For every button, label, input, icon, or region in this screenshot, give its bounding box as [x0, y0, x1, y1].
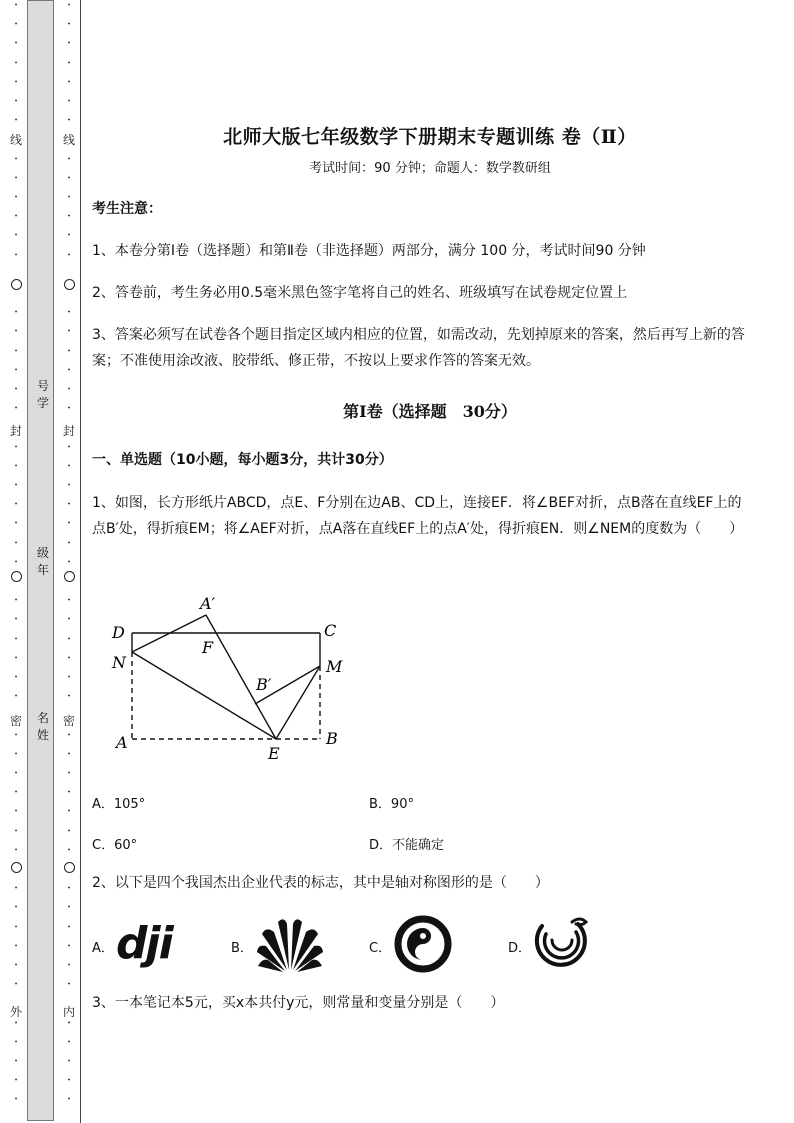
q1-option-c: C．60° [92, 838, 138, 853]
margin-dot: • [14, 693, 18, 701]
q2-option-c-label: C． [369, 941, 392, 956]
margin-dot: • [14, 846, 18, 854]
margin-dot: • [14, 40, 18, 48]
dji-logo-text: dji [116, 918, 172, 968]
question-1-text: 1、如图，长方形纸片ABCD，点E、F分别在边AB、CD上，连接EF．将∠BEF对折，点B落在直线EF上的点B′处，得折痕EM；将∠AEF对折，点A落在直线EF上的点A′处，得折痕EN．则∠NEM的度数为（ ） [92, 495, 744, 537]
margin-dot: • [67, 635, 71, 643]
margin-dot: • [67, 1038, 71, 1046]
margin-dot: • [14, 962, 18, 969]
margin-dot: • [14, 635, 18, 643]
margin-dot: • [67, 654, 71, 662]
margin-dot: • [67, 616, 71, 624]
margin-dot: • [67, 251, 71, 259]
left-margin-char: 封 [9, 424, 22, 438]
margin-dot: • [67, 347, 71, 355]
folding-figure [100, 586, 360, 766]
huawei-logo-icon [256, 916, 324, 972]
notice-item-3: 3、答案必须写在试卷各个题目指定区域内相应的位置，如需改动，先划掉原来的答案，然后再写上新的答案；不准使用涂改液、胶带纸、修正带，不按以上要求作答的答案无效。 [92, 327, 745, 369]
margin-dot: • [67, 885, 71, 893]
q2-option-d-label: D． [508, 941, 532, 956]
margin-dot: • [14, 981, 18, 989]
notice-heading: 考生注意： [92, 201, 162, 217]
part1-title: 第Ⅰ卷（选择题 30分） [343, 402, 517, 421]
margin-dot: • [14, 750, 18, 758]
margin-dot: • [14, 654, 18, 662]
label-B: B [326, 729, 338, 748]
margin-dot: • [14, 443, 18, 451]
margin-dot: • [67, 789, 71, 797]
margin-dot: • [14, 59, 18, 67]
margin-dot: • [67, 213, 71, 221]
margin-dot: • [67, 40, 71, 48]
q2-option-b-label: B． [231, 941, 253, 956]
label-M: M [326, 657, 343, 676]
margin-dot: • [14, 942, 18, 950]
margin-dot: • [14, 1077, 18, 1085]
notice-item-1: 1、本卷分第Ⅰ卷（选择题）和第Ⅱ卷（非选择题）两部分，满分 100 分，考试时间90 分钟 [92, 243, 646, 259]
label-D: D [112, 623, 125, 642]
left-margin-char: 线 [9, 133, 22, 147]
margin-dot: • [14, 885, 18, 893]
margin-dot: • [67, 21, 71, 29]
margin-dot: • [14, 674, 18, 681]
question-3-text: 3、一本笔记本5元，买x本共付y元，则常量和变量分别是（ ） [92, 995, 505, 1011]
margin-dot: • [67, 846, 71, 854]
margin-dot: • [14, 21, 18, 29]
margin-dot: • [67, 597, 71, 605]
margin-dot: • [67, 405, 71, 413]
margin-dot: • [67, 693, 71, 701]
margin-dot: • [14, 789, 18, 797]
margin-dot: • [14, 558, 18, 566]
margin-dot: • [67, 232, 71, 240]
margin-dot: • [14, 78, 18, 86]
margin-dot: • [67, 328, 71, 336]
margin-dot: • [67, 750, 71, 758]
margin-dot: • [67, 386, 71, 393]
margin-dot: • [14, 155, 18, 163]
right-margin-char: 封 [62, 424, 75, 438]
q1-option-d: D．不能确定 [369, 838, 445, 853]
margin-dot: • [14, 405, 18, 413]
swirl-logo-icon [532, 914, 590, 974]
margin-dot: • [14, 827, 18, 835]
margin-dot: • [14, 328, 18, 336]
label-E: E [268, 744, 280, 763]
margin-dot: • [14, 174, 18, 182]
label-N: N [112, 653, 126, 672]
label-F: F [202, 638, 214, 657]
label-A: A [116, 733, 128, 752]
margin-dot: • [14, 366, 18, 374]
margin-dot: • [67, 808, 71, 816]
margin-dot: • [14, 904, 18, 912]
margin-dot: • [14, 1038, 18, 1046]
margin-dot: • [14, 770, 18, 777]
margin-dot: • [14, 309, 18, 317]
margin-dot: • [14, 616, 18, 624]
margin-dot: • [67, 2, 71, 9]
left-margin-char: 外 [9, 1005, 22, 1019]
right-margin-char: 线 [62, 133, 75, 147]
margin-dot: • [14, 482, 18, 489]
dji-logo-icon [114, 918, 204, 968]
margin-dot: • [67, 1019, 71, 1027]
margin-dot: • [14, 232, 18, 240]
margin-dot: • [14, 98, 18, 105]
margin-dot: • [67, 942, 71, 950]
margin-dot: • [67, 366, 71, 374]
q2-option-a-label: A． [92, 941, 114, 956]
question-2-text: 2、以下是四个我国杰出企业代表的标志，其中是轴对称图形的是（ ） [92, 875, 549, 891]
margin-dot: • [67, 443, 71, 451]
margin-dot: • [67, 539, 71, 547]
margin-dot: • [14, 1058, 18, 1065]
margin-dot: • [67, 98, 71, 105]
left-margin-char: 密 [9, 714, 22, 728]
margin-dot: • [14, 520, 18, 528]
margin-dot: • [67, 462, 71, 470]
margin-dot: • [14, 462, 18, 470]
margin-dot: • [14, 808, 18, 816]
margin-dot: • [14, 213, 18, 221]
grade-label: 级年 [36, 546, 49, 577]
margin-dot: • [67, 174, 71, 182]
margin-dot: • [67, 558, 71, 566]
label-B-prime: B′ [256, 675, 272, 694]
margin-dot: • [67, 827, 71, 835]
q1-option-b: B．90° [369, 797, 414, 812]
margin-dot: • [14, 117, 18, 125]
margin-dot: • [67, 194, 71, 201]
margin-dot: • [67, 1058, 71, 1065]
notice-item-2: 2、答卷前，考生务必用0.5毫米黑色签字笔将自己的姓名、班级填写在试卷规定位置上 [92, 285, 628, 301]
label-A-prime: A′ [200, 594, 216, 613]
margin-dot: • [67, 59, 71, 67]
margin-dot: • [67, 674, 71, 681]
margin-dot: • [14, 386, 18, 393]
margin-dot: • [67, 117, 71, 125]
margin-dot: • [14, 194, 18, 201]
margin-dot: • [67, 1096, 71, 1104]
label-C: C [324, 621, 337, 640]
margin-dot: • [67, 482, 71, 489]
margin-dot: • [14, 251, 18, 259]
crease-EM [276, 666, 320, 739]
margin-dot: • [67, 78, 71, 86]
margin-dot: • [67, 923, 71, 931]
margin-dot: • [67, 904, 71, 912]
margin-dot: • [67, 1077, 71, 1085]
margin-dot: • [14, 2, 18, 9]
margin-dot: • [67, 962, 71, 969]
crease-NE [132, 652, 276, 739]
margin-dot: • [14, 923, 18, 931]
section-heading: 一、单选题（10小题，每小题3分，共计30分） [92, 452, 393, 468]
student-number-label: 号学 [36, 379, 49, 410]
right-margin-char: 密 [62, 714, 75, 728]
margin-dot: • [14, 501, 18, 509]
margin-dot: • [67, 981, 71, 989]
margin-dot: • [67, 520, 71, 528]
margin-dot: • [14, 731, 18, 739]
margin-dot: • [14, 1096, 18, 1104]
margin-dot: • [67, 155, 71, 163]
q1-option-a: A．105° [92, 797, 146, 812]
name-label: 名姓 [36, 711, 49, 742]
margin-dot: • [67, 501, 71, 509]
margin-dot: • [67, 770, 71, 777]
circle-logo-icon [393, 914, 453, 974]
exam-info: 考试时间：90 分钟；命题人：数学教研组 [309, 161, 551, 176]
right-margin-char: 内 [62, 1005, 75, 1019]
margin-dot: • [14, 539, 18, 547]
page-title: 北师大版七年级数学下册期末专题训练 卷（Ⅱ） [223, 126, 637, 148]
margin-dot: • [67, 309, 71, 317]
margin-dot: • [14, 347, 18, 355]
margin-dot: • [14, 597, 18, 605]
margin-dot: • [67, 731, 71, 739]
margin-dot: • [14, 1019, 18, 1027]
